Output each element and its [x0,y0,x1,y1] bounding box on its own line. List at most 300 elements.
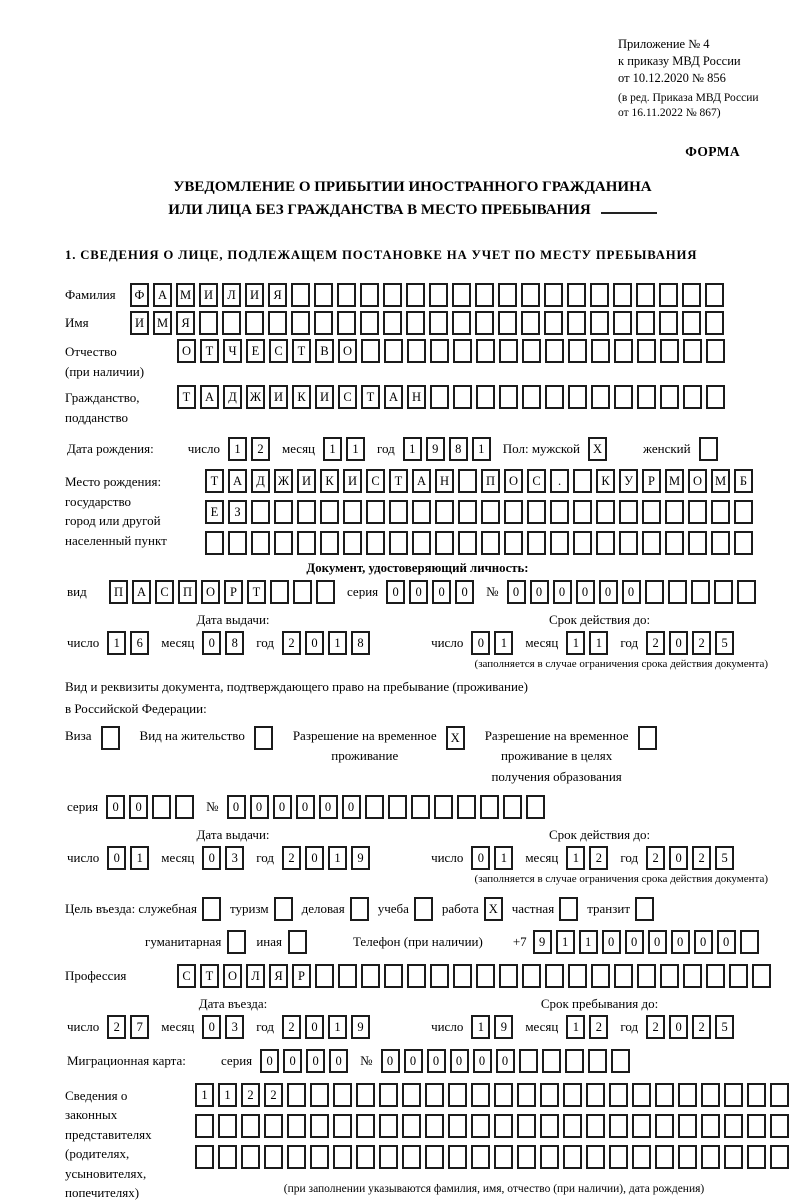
form-cell[interactable] [227,930,246,954]
form-cell[interactable]: 0 [409,580,428,604]
form-cell[interactable] [274,897,293,921]
form-cell[interactable] [475,311,494,335]
form-cell[interactable] [568,385,587,409]
form-cell[interactable]: Ж [246,385,265,409]
form-cell[interactable] [573,469,592,493]
form-cell[interactable]: 1 [328,846,347,870]
form-cell[interactable] [452,283,471,307]
form-cell[interactable] [414,897,433,921]
form-cell[interactable] [567,283,586,307]
form-cell[interactable]: 0 [576,580,595,604]
form-cell[interactable]: 8 [225,631,244,655]
form-cell[interactable]: К [292,385,311,409]
form-cell[interactable] [499,385,518,409]
form-cell[interactable]: 0 [717,930,736,954]
form-cell[interactable] [425,1114,444,1138]
form-cell[interactable] [517,1114,536,1138]
form-cell[interactable] [752,964,771,988]
form-cell[interactable] [480,795,499,819]
form-cell[interactable]: С [366,469,385,493]
form-cell[interactable] [636,283,655,307]
form-cell[interactable]: П [481,469,500,493]
form-cell[interactable] [297,531,316,555]
form-cell[interactable]: Р [292,964,311,988]
form-cell[interactable]: 0 [694,930,713,954]
form-cell[interactable] [471,1083,490,1107]
form-cell[interactable]: 0 [669,631,688,655]
form-cell[interactable]: 0 [473,1049,492,1073]
form-cell[interactable] [195,1145,214,1169]
form-cell[interactable]: 1 [472,437,491,461]
form-cell[interactable] [457,795,476,819]
form-cell[interactable] [452,311,471,335]
form-cell[interactable] [682,283,701,307]
form-cell[interactable]: 2 [692,846,711,870]
form-cell[interactable] [613,311,632,335]
form-cell[interactable]: 2 [251,437,270,461]
form-cell[interactable]: И [130,311,149,335]
form-cell[interactable]: Н [407,385,426,409]
form-cell[interactable] [701,1114,720,1138]
form-cell[interactable] [388,795,407,819]
form-cell[interactable]: 3 [225,1015,244,1039]
form-cell[interactable] [563,1114,582,1138]
form-cell[interactable]: 0 [202,846,221,870]
form-cell[interactable]: 1 [328,1015,347,1039]
form-cell[interactable] [688,531,707,555]
form-cell[interactable] [504,500,523,524]
form-cell[interactable] [613,283,632,307]
form-cell[interactable] [678,1145,697,1169]
form-cell[interactable]: Н [435,469,454,493]
form-cell[interactable] [270,580,289,604]
form-cell[interactable]: 2 [692,1015,711,1039]
form-cell[interactable] [544,283,563,307]
form-cell[interactable]: 0 [530,580,549,604]
form-cell[interactable]: 0 [432,580,451,604]
form-cell[interactable]: Т [177,385,196,409]
form-cell[interactable] [540,1114,559,1138]
form-cell[interactable] [476,339,495,363]
form-cell[interactable]: 5 [715,631,734,655]
form-cell[interactable]: В [315,339,334,363]
form-cell[interactable] [678,1083,697,1107]
form-cell[interactable] [205,531,224,555]
form-cell[interactable] [632,1114,651,1138]
form-cell[interactable]: А [200,385,219,409]
form-cell[interactable] [383,311,402,335]
form-cell[interactable]: 0 [381,1049,400,1073]
form-cell[interactable] [635,897,654,921]
form-cell[interactable] [747,1083,766,1107]
form-cell[interactable] [448,1114,467,1138]
form-cell[interactable]: 0 [283,1049,302,1073]
form-cell[interactable] [586,1083,605,1107]
form-cell[interactable] [287,1083,306,1107]
form-cell[interactable] [383,283,402,307]
form-cell[interactable] [682,311,701,335]
form-cell[interactable] [379,1145,398,1169]
form-cell[interactable]: 5 [715,846,734,870]
form-cell[interactable]: Я [269,964,288,988]
form-cell[interactable] [320,531,339,555]
form-cell[interactable] [356,1114,375,1138]
form-cell[interactable]: И [199,283,218,307]
form-cell[interactable]: 2 [282,1015,301,1039]
form-cell[interactable] [544,311,563,335]
form-cell[interactable] [288,930,307,954]
form-cell[interactable]: 0 [305,631,324,655]
form-cell[interactable] [614,964,633,988]
form-cell[interactable]: 1 [403,437,422,461]
form-cell[interactable] [701,1083,720,1107]
form-cell[interactable]: 2 [264,1083,283,1107]
form-cell[interactable]: Л [246,964,265,988]
form-cell[interactable]: . [550,469,569,493]
form-cell[interactable] [222,311,241,335]
form-cell[interactable] [228,531,247,555]
form-cell[interactable] [563,1083,582,1107]
form-cell[interactable] [310,1145,329,1169]
form-cell[interactable] [175,795,194,819]
form-cell[interactable]: С [269,339,288,363]
form-cell[interactable]: А [153,283,172,307]
form-cell[interactable]: 9 [533,930,552,954]
form-cell[interactable] [770,1114,789,1138]
form-cell[interactable]: 9 [494,1015,513,1039]
form-cell[interactable]: 0 [273,795,292,819]
form-cell[interactable] [356,1145,375,1169]
form-cell[interactable]: С [177,964,196,988]
form-cell[interactable] [596,500,615,524]
form-cell[interactable] [540,1145,559,1169]
form-cell[interactable]: 2 [241,1083,260,1107]
form-cell[interactable] [590,283,609,307]
form-cell[interactable] [274,531,293,555]
form-cell[interactable] [435,531,454,555]
form-cell[interactable] [678,1114,697,1138]
form-cell[interactable] [310,1083,329,1107]
form-cell[interactable] [430,385,449,409]
form-cell[interactable] [619,500,638,524]
form-cell[interactable] [152,795,171,819]
form-cell[interactable]: Ж [274,469,293,493]
form-cell[interactable]: О [201,580,220,604]
form-cell[interactable] [430,339,449,363]
form-cell[interactable] [411,795,430,819]
form-cell[interactable] [458,500,477,524]
form-cell[interactable] [699,437,718,461]
form-cell[interactable]: 1 [471,1015,490,1039]
form-cell[interactable]: 0 [553,580,572,604]
form-cell[interactable] [412,500,431,524]
form-cell[interactable] [638,726,657,750]
form-cell[interactable]: Я [268,283,287,307]
form-cell[interactable] [588,1049,607,1073]
form-cell[interactable] [660,964,679,988]
form-cell[interactable] [545,964,564,988]
form-cell[interactable] [619,531,638,555]
form-cell[interactable]: 0 [622,580,641,604]
form-cell[interactable] [563,1145,582,1169]
form-cell[interactable] [407,964,426,988]
form-cell[interactable]: Б [734,469,753,493]
form-cell[interactable] [297,500,316,524]
form-cell[interactable] [770,1083,789,1107]
form-cell[interactable] [637,964,656,988]
form-cell[interactable] [586,1145,605,1169]
form-cell[interactable] [471,1114,490,1138]
form-cell[interactable]: Т [361,385,380,409]
form-cell[interactable] [268,311,287,335]
form-cell[interactable] [338,964,357,988]
form-cell[interactable] [481,500,500,524]
form-cell[interactable] [481,531,500,555]
form-cell[interactable] [379,1114,398,1138]
form-cell[interactable] [705,283,724,307]
form-cell[interactable]: 0 [450,1049,469,1073]
form-cell[interactable]: Е [205,500,224,524]
form-cell[interactable] [343,531,362,555]
form-cell[interactable]: 1 [566,1015,585,1039]
form-cell[interactable]: О [688,469,707,493]
form-cell[interactable] [434,795,453,819]
form-cell[interactable] [659,311,678,335]
form-cell[interactable] [379,1083,398,1107]
form-cell[interactable] [705,311,724,335]
form-cell[interactable] [527,531,546,555]
form-cell[interactable] [337,283,356,307]
form-cell[interactable] [293,580,312,604]
form-cell[interactable]: Т [200,964,219,988]
form-cell[interactable]: И [269,385,288,409]
form-cell[interactable] [737,580,756,604]
form-cell[interactable]: О [223,964,242,988]
form-cell[interactable] [333,1083,352,1107]
form-cell[interactable]: Т [247,580,266,604]
form-cell[interactable]: Я [176,311,195,335]
form-cell[interactable] [314,283,333,307]
form-cell[interactable] [747,1145,766,1169]
form-cell[interactable] [384,339,403,363]
form-cell[interactable] [636,311,655,335]
form-cell[interactable] [706,339,725,363]
form-cell[interactable] [734,500,753,524]
form-cell[interactable] [688,500,707,524]
form-cell[interactable] [315,964,334,988]
form-cell[interactable]: А [384,385,403,409]
form-cell[interactable]: 0 [342,795,361,819]
form-cell[interactable] [665,500,684,524]
form-cell[interactable] [453,964,472,988]
form-cell[interactable] [504,531,523,555]
form-cell[interactable] [471,1145,490,1169]
form-cell[interactable]: 0 [669,846,688,870]
form-cell[interactable]: X [446,726,465,750]
form-cell[interactable]: 2 [646,631,665,655]
form-cell[interactable]: 0 [305,1015,324,1039]
form-cell[interactable]: 9 [351,1015,370,1039]
form-cell[interactable] [609,1145,628,1169]
form-cell[interactable] [361,339,380,363]
form-cell[interactable] [199,311,218,335]
form-cell[interactable]: Т [389,469,408,493]
form-cell[interactable] [565,1049,584,1073]
form-cell[interactable]: К [320,469,339,493]
form-cell[interactable]: И [343,469,362,493]
form-cell[interactable]: 0 [250,795,269,819]
form-cell[interactable] [559,897,578,921]
form-cell[interactable]: М [176,283,195,307]
form-cell[interactable]: С [338,385,357,409]
form-cell[interactable] [425,1145,444,1169]
form-cell[interactable] [458,469,477,493]
form-cell[interactable] [412,531,431,555]
form-cell[interactable]: И [245,283,264,307]
form-cell[interactable] [494,1114,513,1138]
form-cell[interactable] [729,964,748,988]
form-cell[interactable] [499,964,518,988]
form-cell[interactable] [517,1083,536,1107]
form-cell[interactable] [573,500,592,524]
form-cell[interactable]: 1 [195,1083,214,1107]
form-cell[interactable] [609,1083,628,1107]
form-cell[interactable] [333,1114,352,1138]
form-cell[interactable]: 6 [130,631,149,655]
form-cell[interactable]: 9 [351,846,370,870]
form-cell[interactable] [522,339,541,363]
form-cell[interactable]: О [177,339,196,363]
form-cell[interactable] [264,1114,283,1138]
form-cell[interactable] [218,1114,237,1138]
form-cell[interactable] [453,339,472,363]
form-cell[interactable]: 0 [305,846,324,870]
form-cell[interactable] [642,531,661,555]
form-cell[interactable]: 1 [323,437,342,461]
form-cell[interactable]: 0 [106,795,125,819]
form-cell[interactable]: Д [223,385,242,409]
form-cell[interactable] [591,385,610,409]
form-cell[interactable] [724,1083,743,1107]
form-cell[interactable] [632,1083,651,1107]
form-cell[interactable] [683,964,702,988]
form-cell[interactable]: 2 [646,1015,665,1039]
form-cell[interactable] [202,897,221,921]
form-cell[interactable]: 0 [471,846,490,870]
form-cell[interactable] [596,531,615,555]
form-cell[interactable]: М [711,469,730,493]
form-cell[interactable] [550,500,569,524]
form-cell[interactable] [711,500,730,524]
form-cell[interactable]: 9 [426,437,445,461]
form-cell[interactable] [655,1114,674,1138]
form-cell[interactable] [476,385,495,409]
form-cell[interactable] [568,964,587,988]
form-cell[interactable]: 2 [282,846,301,870]
form-cell[interactable]: 0 [669,1015,688,1039]
form-cell[interactable]: Ф [130,283,149,307]
form-cell[interactable] [747,1114,766,1138]
form-cell[interactable]: 0 [671,930,690,954]
form-cell[interactable]: С [527,469,546,493]
form-cell[interactable] [241,1145,260,1169]
form-cell[interactable] [314,311,333,335]
form-cell[interactable]: П [178,580,197,604]
form-cell[interactable]: 0 [306,1049,325,1073]
form-cell[interactable]: О [504,469,523,493]
form-cell[interactable] [360,283,379,307]
form-cell[interactable] [241,1114,260,1138]
form-cell[interactable]: 0 [227,795,246,819]
form-cell[interactable] [498,311,517,335]
form-cell[interactable]: 0 [625,930,644,954]
form-cell[interactable]: Т [205,469,224,493]
form-cell[interactable] [361,964,380,988]
form-cell[interactable]: А [132,580,151,604]
form-cell[interactable]: 1 [228,437,247,461]
form-cell[interactable]: 0 [129,795,148,819]
form-cell[interactable] [402,1114,421,1138]
form-cell[interactable] [521,311,540,335]
form-cell[interactable]: Ч [223,339,242,363]
form-cell[interactable]: 1 [589,631,608,655]
form-cell[interactable]: 8 [449,437,468,461]
form-cell[interactable] [407,339,426,363]
form-cell[interactable] [611,1049,630,1073]
form-cell[interactable]: Р [642,469,661,493]
form-cell[interactable] [448,1145,467,1169]
form-cell[interactable]: 2 [692,631,711,655]
form-cell[interactable] [287,1114,306,1138]
form-cell[interactable] [668,580,687,604]
form-cell[interactable]: 1 [218,1083,237,1107]
form-cell[interactable] [614,339,633,363]
form-cell[interactable] [291,283,310,307]
form-cell[interactable] [406,283,425,307]
form-cell[interactable] [711,531,730,555]
form-cell[interactable] [360,311,379,335]
form-cell[interactable] [519,1049,538,1073]
form-cell[interactable] [545,339,564,363]
form-cell[interactable] [522,385,541,409]
form-cell[interactable]: 8 [351,631,370,655]
form-cell[interactable]: Е [246,339,265,363]
form-cell[interactable]: З [228,500,247,524]
form-cell[interactable]: 2 [589,1015,608,1039]
form-cell[interactable]: X [484,897,503,921]
form-cell[interactable] [542,1049,561,1073]
form-cell[interactable] [402,1083,421,1107]
form-cell[interactable] [274,500,293,524]
form-cell[interactable] [637,385,656,409]
form-cell[interactable] [683,385,702,409]
form-cell[interactable] [609,1114,628,1138]
form-cell[interactable] [701,1145,720,1169]
form-cell[interactable] [527,500,546,524]
form-cell[interactable]: 0 [602,930,621,954]
form-cell[interactable] [429,283,448,307]
form-cell[interactable]: О [338,339,357,363]
form-cell[interactable] [573,531,592,555]
form-cell[interactable]: 0 [471,631,490,655]
form-cell[interactable]: И [315,385,334,409]
form-cell[interactable] [770,1145,789,1169]
form-cell[interactable]: 2 [107,1015,126,1039]
form-cell[interactable] [254,726,273,750]
form-cell[interactable] [453,385,472,409]
form-cell[interactable]: 0 [427,1049,446,1073]
form-cell[interactable]: 0 [496,1049,515,1073]
